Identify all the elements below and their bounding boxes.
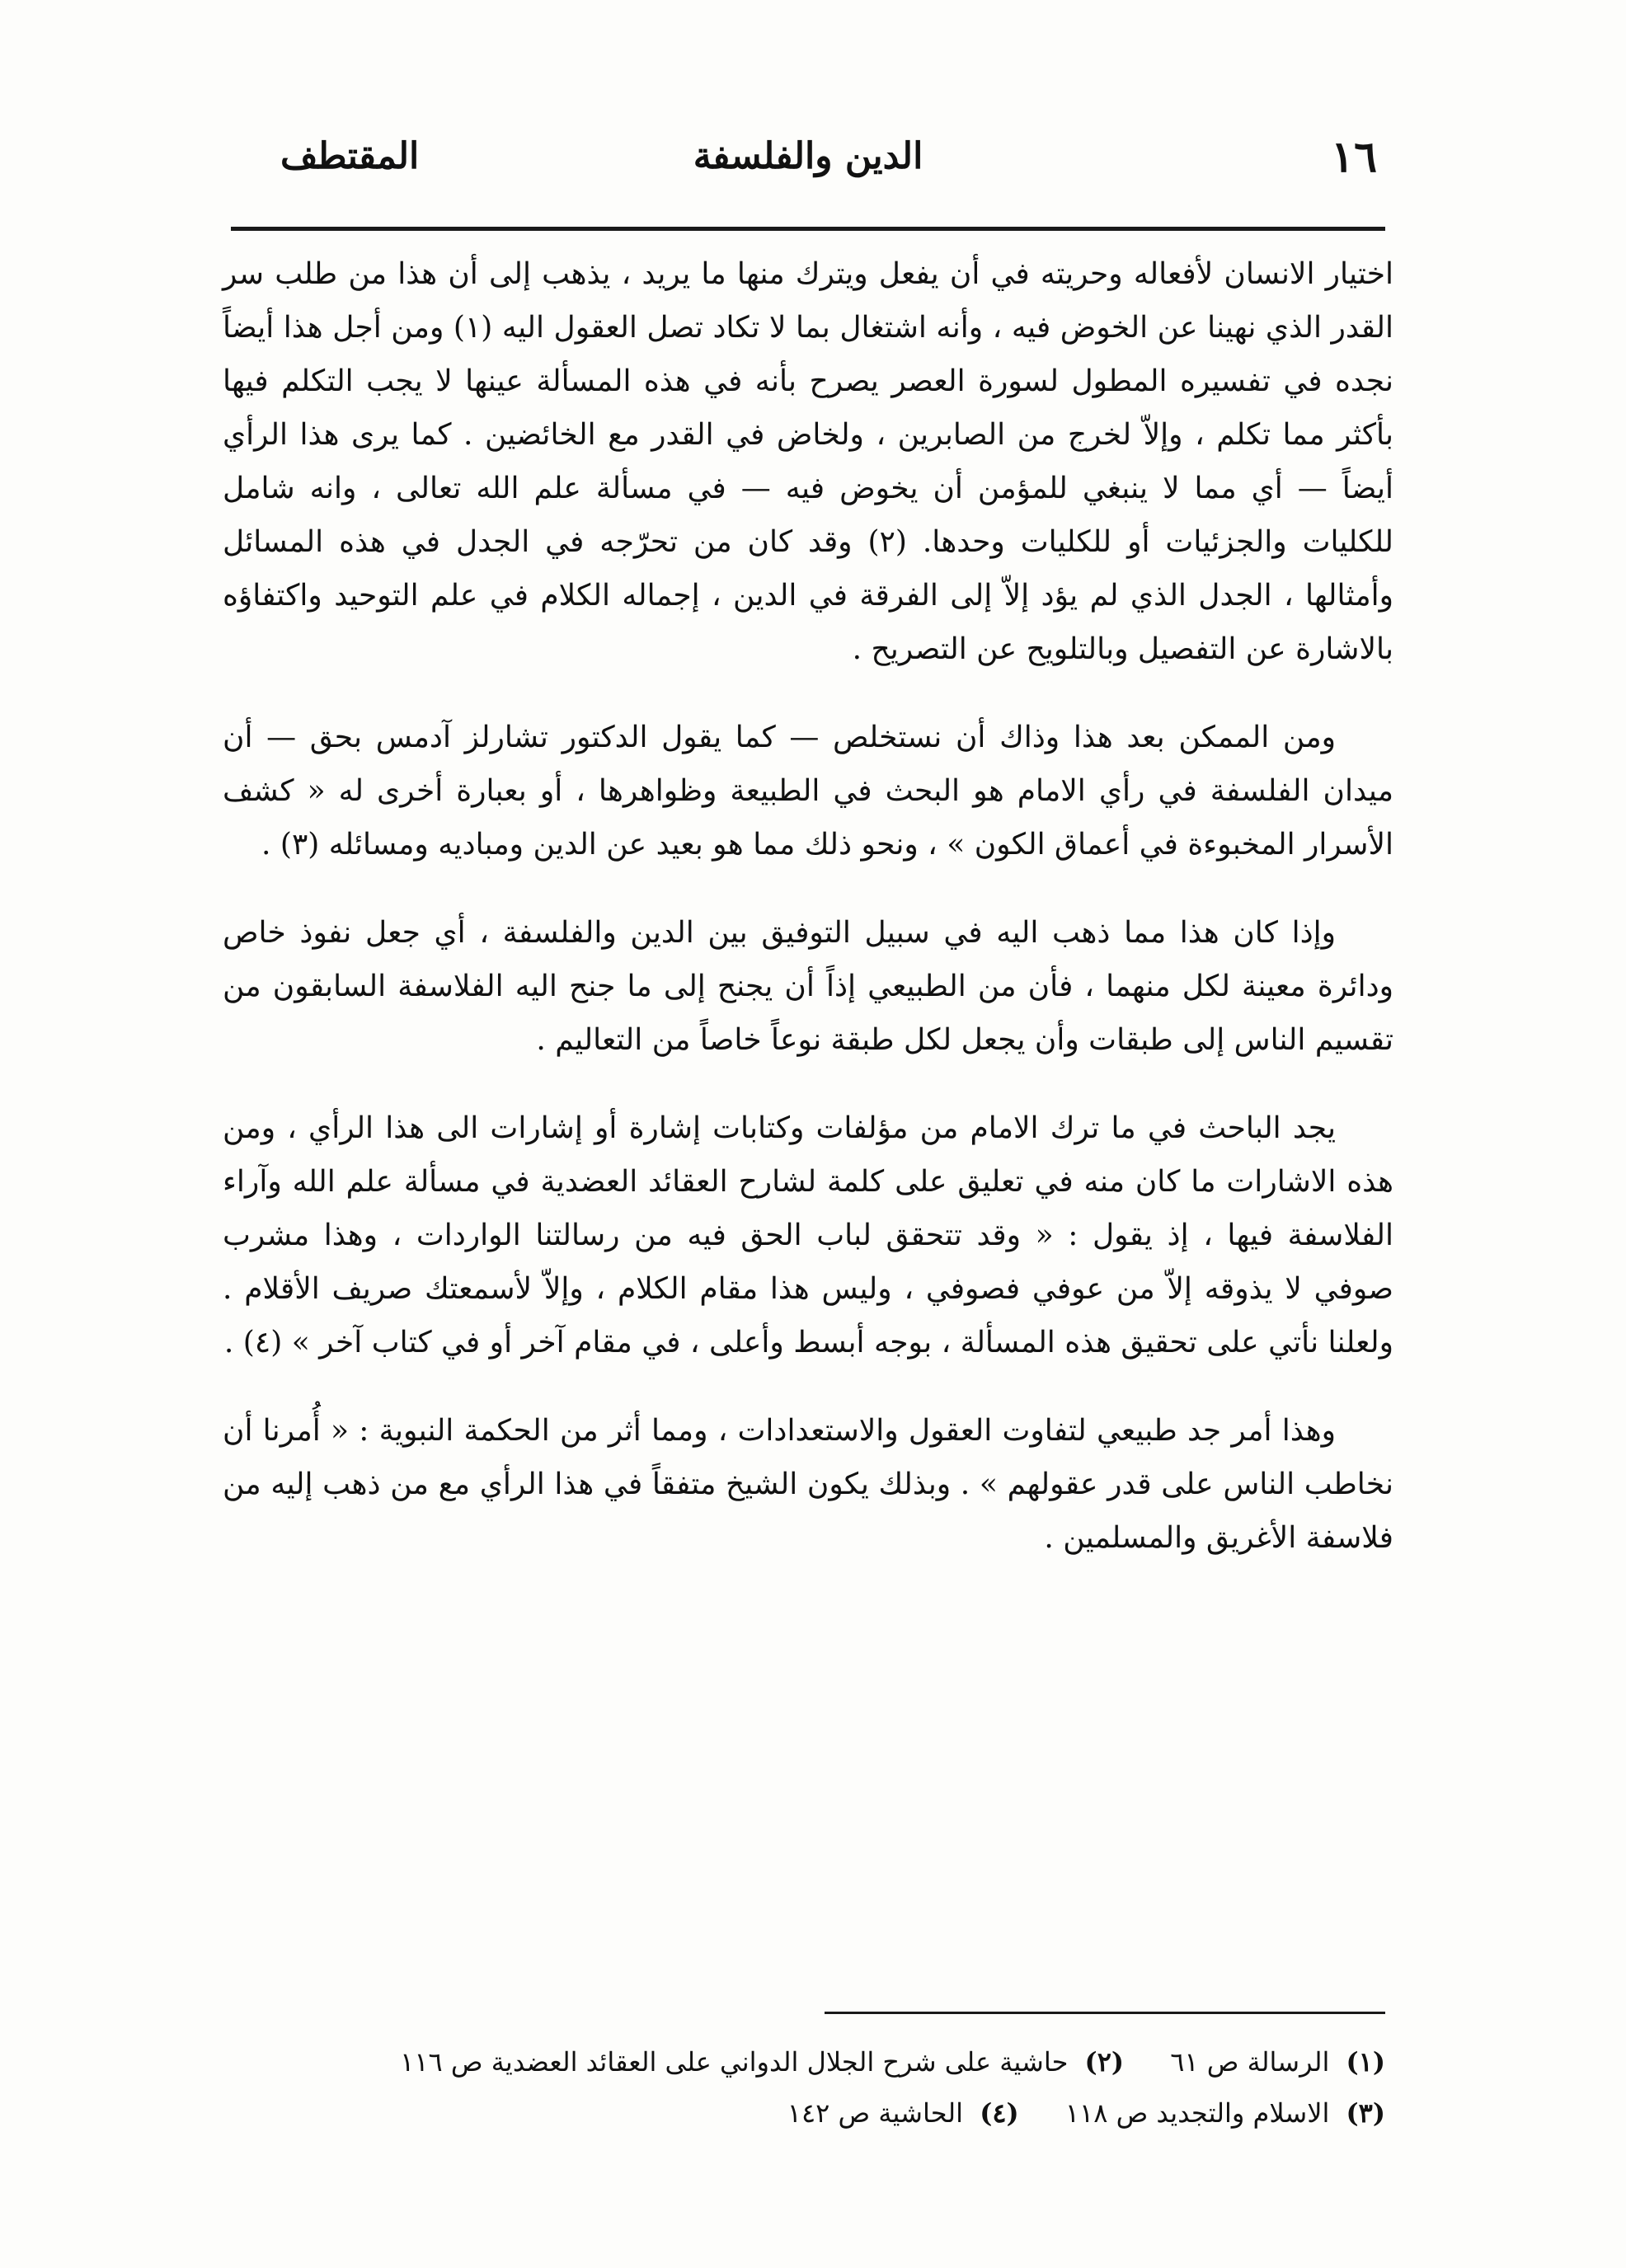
footnote-2 bbox=[400, 2046, 1124, 2078]
footnote-text: الاسلام والتجديد ص ١١٨ bbox=[1064, 2097, 1330, 2129]
paragraph-4: يجد الباحث في ما ترك الامام من مؤلفات وكتابات إشارة أو إشارات الى هذا الرأي ، ومن هذه الاشارات ما كان منه في تعليق على كلمة لشارح العقائد العضدية في مسألة علم الله وآراء الفلاسفة فيها ، إذ يقول : « وقد تتحقق لباب الحق فيه من رسالتنا الواردات ، وهذا مشرب صوفي لا يذوقه إلاّ من عوفي فصوفي ، وليس هذا مقام الكلام ، وإلاّ لأسمعتك صريف الأقلام . ولعلنا نأتي على تحقيق هذه المسألة ، بوجه أبسط وأعلى ، في مقام آخر أو في كتاب آخر » (٤) . bbox=[223, 1111, 1393, 1359]
journal-name: المقتطف bbox=[280, 135, 420, 177]
footnote-4 bbox=[787, 2097, 1019, 2129]
footnote-number: (٣) bbox=[1346, 2097, 1385, 2129]
page-header bbox=[231, 132, 1385, 206]
running-title: الدين والفلسفة bbox=[693, 135, 923, 177]
paragraph-3: وإذا كان هذا مما ذهب اليه في سبيل التوفيق بين الدين والفلسفة ، أي جعل نفوذ خاص ودائرة معينة لكل منهما ، فأن من الطبيعي إذاً أن يجنح إلى ما جنح اليه الفلاسفة السابقون من تقسيم الناس إلى طبقات وأن يجعل لكل طبقة نوعاً خاصاً من التعاليم . bbox=[223, 916, 1393, 1057]
paragraph-5: وهذا أمر جد طبيعي لتفاوت العقول والاستعدادات ، ومما أثر من الحكمة النبوية : « أُمرنا أن نخاطب الناس على قدر عقولهم » . وبذلك يكون الشيخ متفقاً في هذا الرأي مع من ذهب إليه من فلاسفة الأغريق والمسلمين . bbox=[223, 1414, 1393, 1555]
footnote-line-2 bbox=[231, 2087, 1385, 2139]
footnote-number: (٢) bbox=[1084, 2046, 1125, 2078]
footnote-1 bbox=[1162, 2046, 1385, 2078]
page-number: ١٦ bbox=[1331, 132, 1377, 182]
footnote-line-1 bbox=[231, 2036, 1385, 2087]
footnote-3 bbox=[1057, 2097, 1385, 2129]
footnote-number: (٤) bbox=[980, 2097, 1019, 2129]
footnote-text: حاشية على شرح الجلال الدواني على العقائد العضدية ص ١١٦ bbox=[400, 2046, 1069, 2078]
paragraph-1: اختيار الانسان لأفعاله وحريته في أن يفعل ويترك منها ما يريد ، يذهب إلى أن هذا من طلب سر القدر الذي نهينا عن الخوض فيه ، وأنه اشتغال بما لا تكاد تصل العقول اليه (١) ومن أجل هذا أيضاً نجده في تفسيره المطول لسورة العصر يصرح بأنه في هذه المسألة عينها لا يجب التكلم فيها بأكثر مما تكلم ، وإلاّ لخرج من الصابرين ، ولخاض في القدر مع الخائضين . كما يرى هذا الرأي أيضاً — أي مما لا ينبغي للمؤمن أن يخوض فيه — في مسألة علم الله تعالى ، وانه شامل للكليات والجزئيات أو للكليات وحدها. (٢) وقد كان من تحرّجه في الجدل في هذه المسائل وأمثالها ، الجدل الذي لم يؤد إلاّ إلى الفرقة في الدين ، إجماله الكلام في علم التوحيد واكتفاؤه بالاشارة عن التفصيل وبالتلويح عن التصريح . bbox=[223, 257, 1393, 666]
header-divider bbox=[231, 227, 1385, 231]
footnote-text: الحاشية ص ١٤٢ bbox=[787, 2097, 964, 2129]
footnote-text: الرسالة ص ٦١ bbox=[1170, 2046, 1330, 2078]
footnotes bbox=[231, 2036, 1385, 2139]
body-text bbox=[223, 247, 1393, 1599]
paragraph-2: ومن الممكن بعد هذا وذاك أن نستخلص — كما يقول الدكتور تشارلز آدمس بحق — أن ميدان الفلسفة في رأي الامام هو البحث في الطبيعة وظواهرها ، أو بعبارة أخرى له « كشف الأسرار المخبوءة في أعماق الكون » ، ونحو ذلك مما هو بعيد عن الدين ومباديه ومسائله (٣) . bbox=[223, 721, 1393, 862]
footnote-number: (١) bbox=[1346, 2046, 1385, 2078]
footnote-divider bbox=[825, 2012, 1385, 2014]
